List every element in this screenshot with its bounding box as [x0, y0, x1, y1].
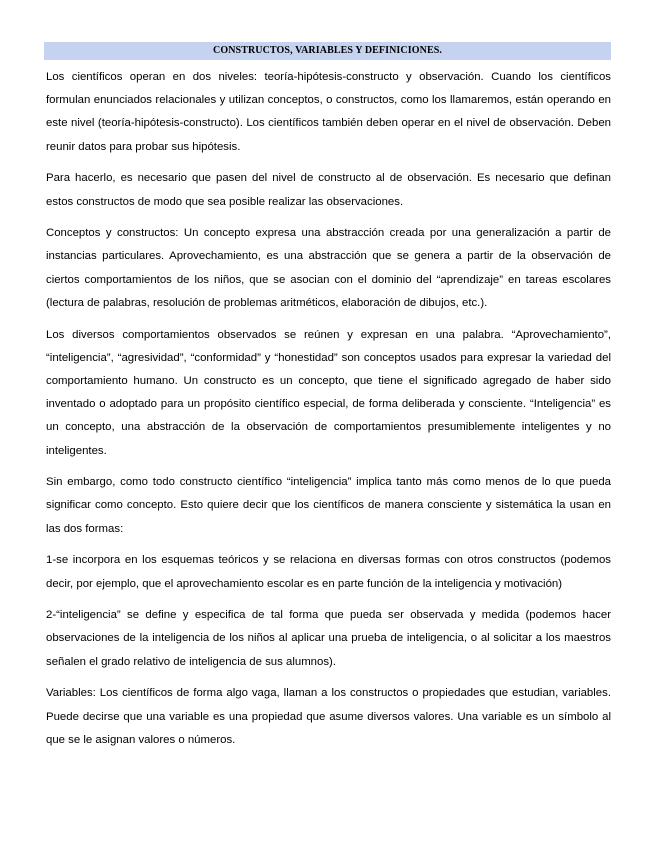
- paragraph-variables: Variables: Los científicos de forma algo vaga, llaman a los constructos o propiedades que estudian, variables. Puede decirse que una variable es una propiedad que asume diversos valores. Una variable es un símbolo al que se le asignan valores o números.: [46, 687, 611, 746]
- document-title: CONSTRUCTOS, VARIABLES Y DEFINICIONES.: [44, 42, 611, 60]
- paragraph-niveles: Los científicos operan en dos niveles: teoría-hipótesis-constructo y observación. Cuando los científicos formulan enunciados relacionales y utilizan conceptos, o constructos, como los llamaremos, están operando en este nivel (teoría-hipótesis-constructo). Los científicos también deben operar en el nivel de observación. Deben reunir datos para probar sus hipótesis.: [46, 71, 611, 153]
- paragraph-observacion: Para hacerlo, es necesario que pasen del nivel de constructo al de observación. Es necesario que definan estos constructos de modo que sea posible realizar las observaciones.: [46, 172, 611, 208]
- paragraph-conceptos: Conceptos y constructos: Un concepto expresa una abstracción creada por una generalización a partir de instancias particulares. Aprovechamiento, es una abstracción que se genera a partir de la observación de ciertos comportamientos de los niños, que se asocian con el dominio del “aprendizaje” en tareas escolares (lectura de palabras, resolución de problemas aritméticos, elaboración de dibujos, etc.).: [46, 227, 611, 309]
- paragraph-comportamientos: Los diversos comportamientos observados se reúnen y expresan en una palabra. “Aprovechamiento”, “inteligencia”, “agresividad”, “conformidad” y “honestidad” son conceptos usados para expresar la variedad del comportamiento humano. Un constructo es un concepto, que tiene el significado agregado de haber sido inventado o adoptado para un propósito científico especial, de forma deliberada y consciente. “Inteligencia” es un concepto, una abstracción de la observación de comportamientos presumiblemente inteligentes y no inteligentes.: [46, 328, 611, 457]
- paragraph-forma-2: 2-“inteligencia” se define y especifica de tal forma que pueda ser observada y medida (podemos hacer observaciones de la inteligencia de los niños al aplicar una prueba de inteligencia, o al solicitar a los maestros señalen el grado relativo de inteligencia de sus alumnos).: [46, 609, 611, 668]
- paragraph-sin-embargo: Sin embargo, como todo constructo científico “inteligencia” implica tanto más como menos de lo que pueda significar como concepto. Esto quiere decir que los científicos de manera consciente y sistemática la usan en las dos formas:: [46, 476, 611, 535]
- document-body: [46, 66, 611, 760]
- paragraph-forma-1: 1-se incorpora en los esquemas teóricos y se relaciona en diversas formas con otros constructos (podemos decir, por ejemplo, que el aprovechamiento escolar es en parte función de la inteligencia y motivación): [46, 554, 611, 590]
